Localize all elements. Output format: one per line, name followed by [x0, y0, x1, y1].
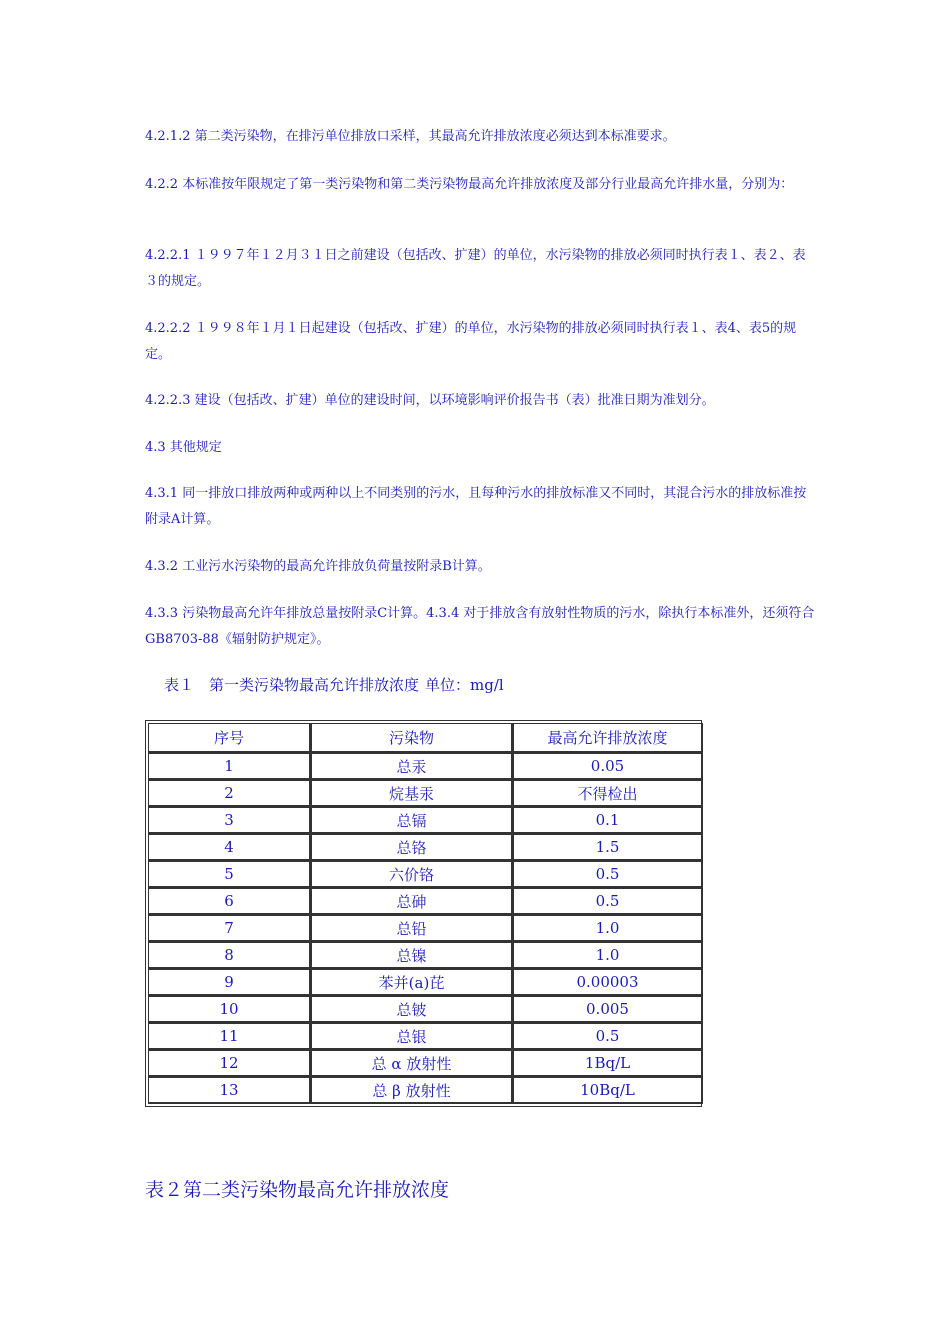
table-row	[148, 969, 703, 996]
section-heading-4-3: 4.3 其他规定	[145, 440, 222, 455]
table-row	[148, 834, 703, 861]
cell-pollutant: 苯并(a)芘	[311, 969, 513, 996]
table-row	[148, 1077, 703, 1104]
cell-pollutant: 六价铬	[311, 861, 513, 888]
paragraph-4-3-1: 4.3.1 同一排放口排放两种或两种以上不同类别的污水，且每种污水的排放标准又不同时，其混合污水的排放标准按附录A计算。	[145, 486, 807, 527]
table-row	[148, 915, 703, 942]
cell-pollutant: 总 β 放射性	[311, 1077, 513, 1104]
paragraph-4-2-1-2: 4.2.1.2 第二类污染物，在排污单位排放口采样，其最高允许排放浓度必须达到本标准要求。	[145, 129, 676, 144]
header-index: 序号	[148, 723, 311, 753]
table1	[148, 723, 703, 1104]
cell-index: 8	[148, 942, 311, 969]
table1-caption-text: 表１ 第一类污染物最高允许排放浓度	[164, 676, 420, 694]
cell-limit: 1.0	[513, 942, 703, 969]
cell-limit: 1Bq/L	[513, 1050, 703, 1077]
cell-pollutant: 总铅	[311, 915, 513, 942]
table-header-row	[148, 723, 703, 753]
cell-limit: 0.5	[513, 861, 703, 888]
cell-pollutant: 烷基汞	[311, 780, 513, 807]
cell-pollutant: 总铍	[311, 996, 513, 1023]
cell-index: 1	[148, 753, 311, 780]
cell-pollutant: 总砷	[311, 888, 513, 915]
table2-title: 表２第二类污染物最高允许排放浓度	[145, 1179, 450, 1201]
cell-index: 5	[148, 861, 311, 888]
cell-index: 4	[148, 834, 311, 861]
paragraph-4-3-3: 4.3.3 污染物最高允许年排放总量按附录C计算。4.3.4 对于排放含有放射性物质的污水，除执行本标准外，还须符合GB8703-88《辐射防护规定》。	[145, 606, 815, 647]
cell-limit: 0.1	[513, 807, 703, 834]
paragraph-4-2-2: 4.2.2 本标准按年限规定了第一类污染物和第二类污染物最高允许排放浓度及部分行业最高允许排水量，分别为：	[145, 177, 794, 192]
cell-index: 12	[148, 1050, 311, 1077]
cell-pollutant: 总 α 放射性	[311, 1050, 513, 1077]
cell-index: 6	[148, 888, 311, 915]
cell-limit: 0.5	[513, 1023, 703, 1050]
paragraph-4-2-2-2: 4.2.2.2 １９９８年１月１日起建设（包括改、扩建）的单位，水污染物的排放必须同时执行表１、表4、表5的规定。	[145, 321, 797, 362]
cell-pollutant: 总铬	[311, 834, 513, 861]
paragraph-4-3-2: 4.3.2 工业污水污染物的最高允许排放负荷量按附录B计算。	[145, 559, 491, 574]
table1-caption	[164, 674, 504, 695]
cell-index: 10	[148, 996, 311, 1023]
table-row	[148, 888, 703, 915]
cell-limit: 0.05	[513, 753, 703, 780]
table-row	[148, 807, 703, 834]
cell-limit: 0.00003	[513, 969, 703, 996]
paragraph-4-2-2-1: 4.2.2.1 １９９７年１２月３１日之前建设（包括改、扩建）的单位，水污染物的排放必须同时执行表１、表２、表３的规定。	[145, 248, 806, 289]
cell-pollutant: 总镉	[311, 807, 513, 834]
table1-frame	[145, 720, 702, 1107]
cell-pollutant: 总镍	[311, 942, 513, 969]
cell-index: 7	[148, 915, 311, 942]
table-row	[148, 861, 703, 888]
table-row	[148, 996, 703, 1023]
cell-pollutant: 总汞	[311, 753, 513, 780]
cell-limit: 1.0	[513, 915, 703, 942]
table-row	[148, 942, 703, 969]
table-row	[148, 1050, 703, 1077]
cell-pollutant: 总银	[311, 1023, 513, 1050]
cell-limit: 0.005	[513, 996, 703, 1023]
cell-index: 2	[148, 780, 311, 807]
table-row	[148, 1023, 703, 1050]
cell-limit: 1.5	[513, 834, 703, 861]
table1-unit: 单位：mg/l	[425, 676, 504, 694]
cell-index: 9	[148, 969, 311, 996]
cell-index: 3	[148, 807, 311, 834]
table-row	[148, 753, 703, 780]
paragraph-4-2-2-3: 4.2.2.3 建设（包括改、扩建）单位的建设时间，以环境影响评价报告书（表）批准日期为准划分。	[145, 393, 715, 408]
table-row	[148, 780, 703, 807]
cell-index: 13	[148, 1077, 311, 1104]
cell-index: 11	[148, 1023, 311, 1050]
header-max-concentration: 最高允许排放浓度	[513, 723, 703, 753]
cell-limit: 10Bq/L	[513, 1077, 703, 1104]
header-pollutant: 污染物	[311, 723, 513, 753]
cell-limit: 0.5	[513, 888, 703, 915]
cell-limit: 不得检出	[513, 780, 703, 807]
